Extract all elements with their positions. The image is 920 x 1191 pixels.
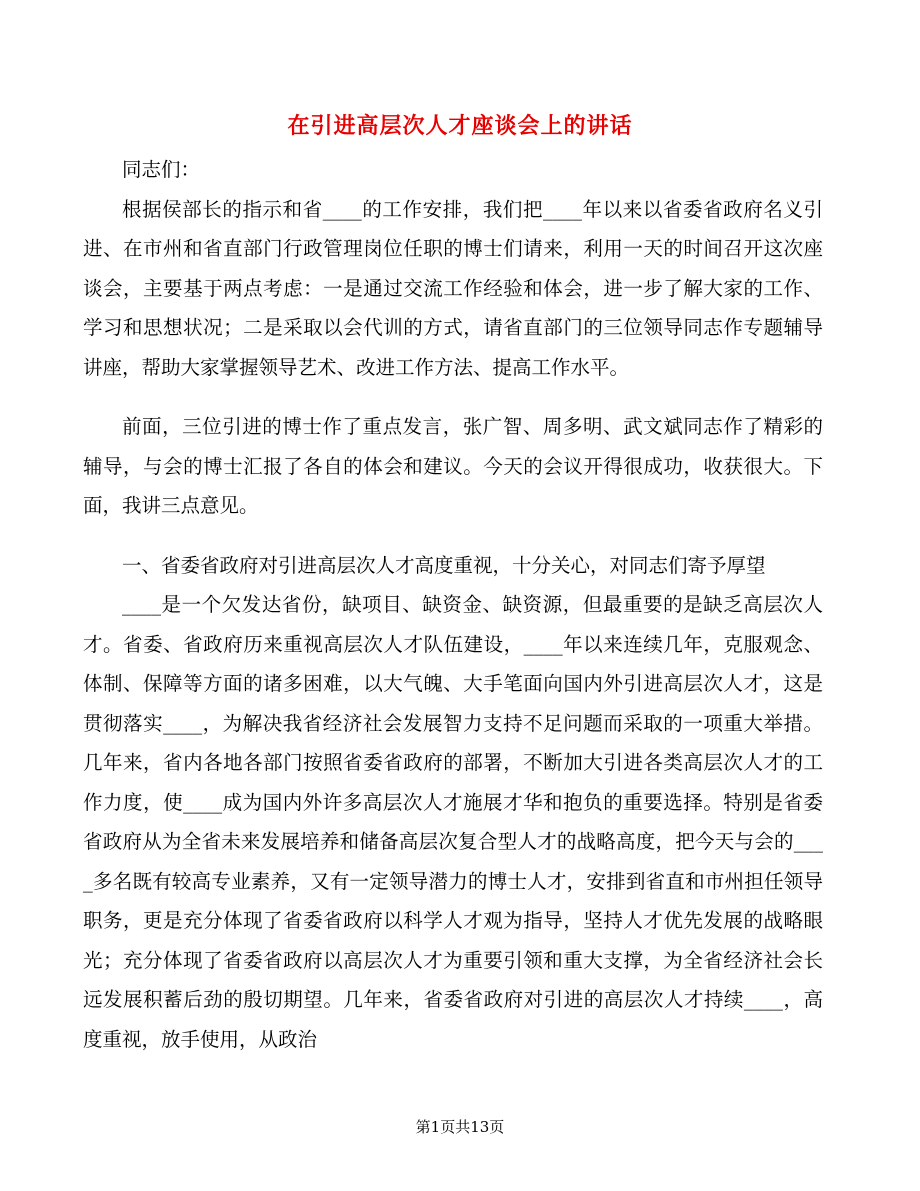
section-heading: 一、省委省政府对引进高层次人才高度重视，十分关心，对同志们寄予厚望 xyxy=(122,553,766,577)
paragraph-1: 根据侯部长的指示和省____的工作安排，我们把____年以来以省委省政府名义引进、在市州和省直部门行政管理岗位任职的博士们请来，利用一天的时间召开这次座谈会，主要基于两点考虑：一是通过交流工作经验和体会，进一步了解大家的工作、学习和思想状况；二是采取以会代训的方式，请省直部门的三位领导同志作专题辅导讲座，帮助大家掌握领导艺术、改进工作方法、提高工作水平。 xyxy=(83,197,823,379)
paragraph-2: 前面，三位引进的博士作了重点发言，张广智、周多明、武文斌同志作了精彩的辅导，与会的博士汇报了各自的体会和建议。今天的会议开得很成功，收获很大。下面，我讲三点意见。 xyxy=(83,415,823,517)
document-body xyxy=(83,150,823,1059)
page-number-footer: 第1页共13页 xyxy=(415,1118,505,1136)
salutation: 同志们： xyxy=(122,158,201,181)
document-title: 在引进高层次人才座谈会上的讲话 xyxy=(287,113,633,139)
section-paragraph: ____是一个欠发达省份，缺项目、缺资金、缺资源，但最重要的是缺乏高层次人才。省委、省政府历来重视高层次人才队伍建设，____年以来连续几年，克服观念、体制、保障等方面的诸多困难，以大气魄、大手笔面向国内外引进高层次人才，这是贯彻落实____，为解决我省经济社会发展智力支持不足问题而采取的一项重大举措。几年来，省内各地各部门按照省委省政府的部署，不断加大引进各类高层次人才的工作力度，使____成为国内外许多高层次人才施展才华和抱负的重要选择。特别是省委省政府从为全省未来发展培养和储备高层次复合型人才的战略高度，把今天与会的____多名既有较高专业素养，又有一定领导潜力的博士人才，安排到省直和市州担任领导职务，更是充分体现了省委省政府以科学人才观为指导，坚持人才优先发展的战略眼光；充分体现了省委省政府以高层次人才为重要引领和重大支撑，为全省经济社会长远发展积蓄后劲的殷切期望。几年来，省委省政府对引进的高层次人才持续____，高度重视，放手使用，从政治 xyxy=(83,593,823,1051)
